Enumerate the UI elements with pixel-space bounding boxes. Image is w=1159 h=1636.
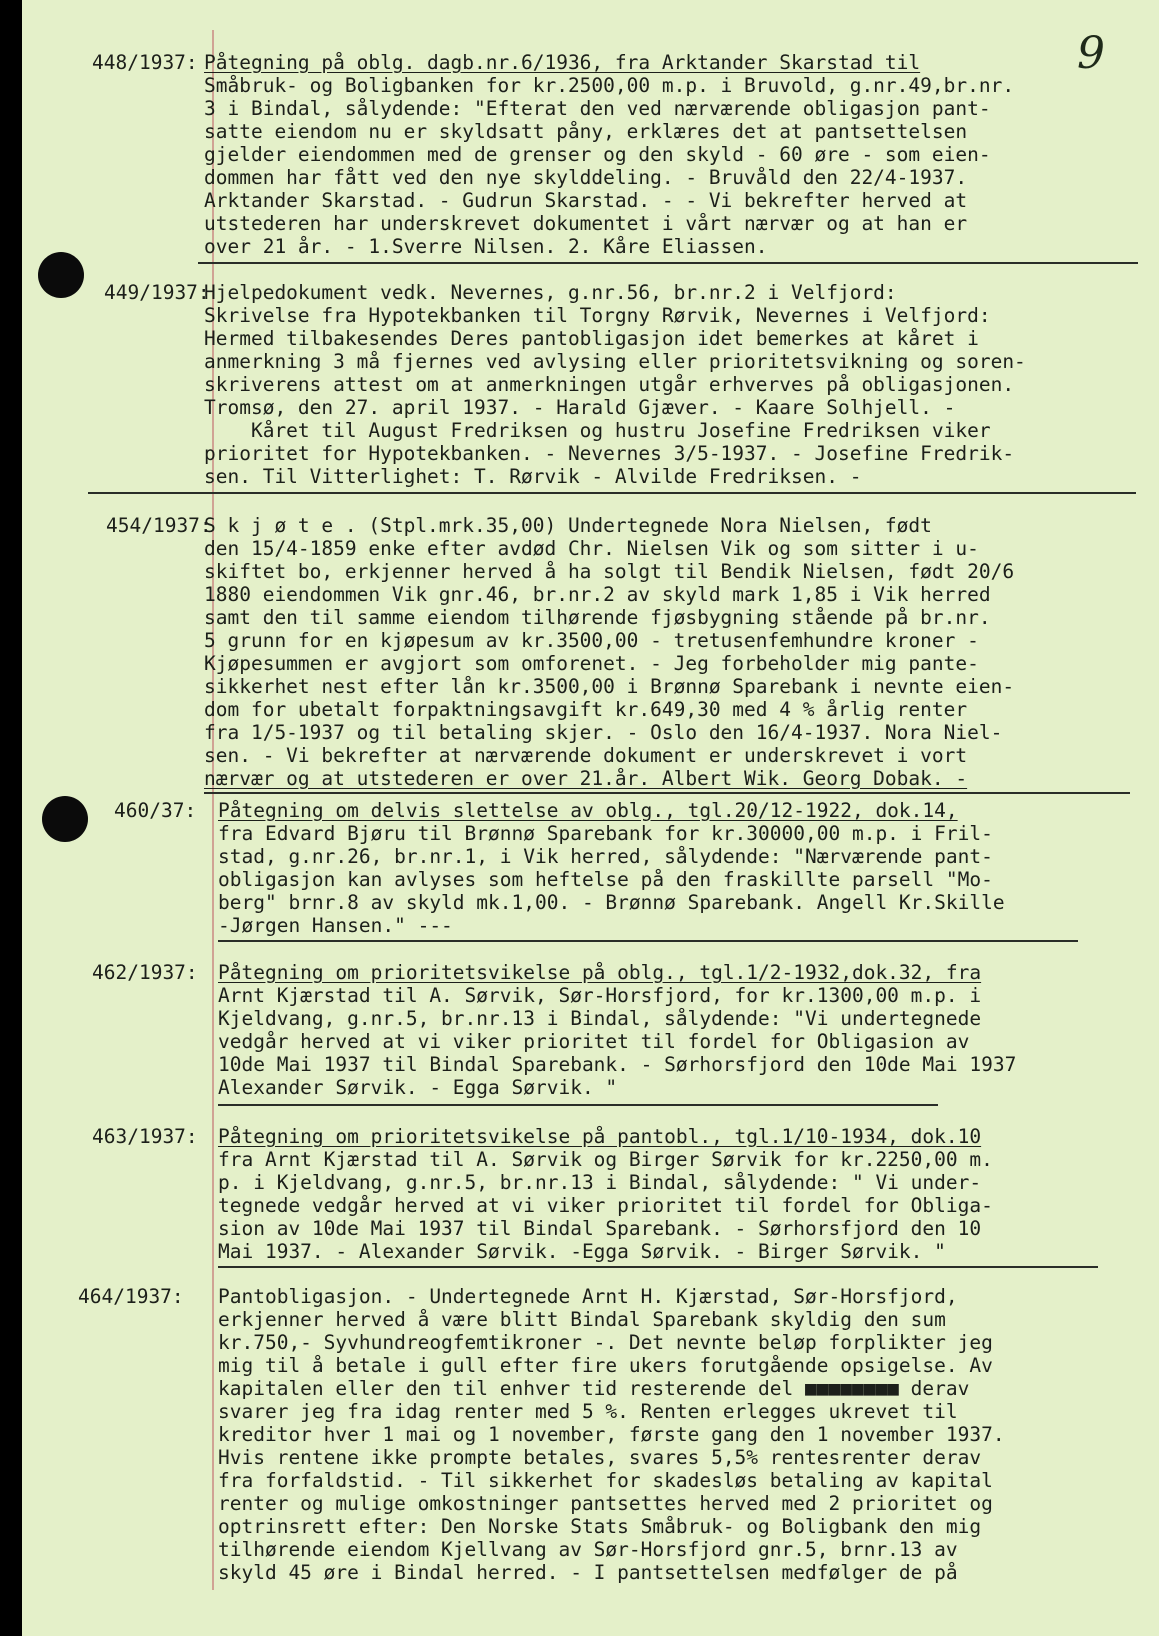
entry-line: kreditor hver 1 mai og 1 november, første gang den 1 november 1937.	[218, 1423, 1005, 1446]
entry-number: 460/37:	[114, 799, 197, 822]
entry-line: Kåret til August Fredriksen og hustru Josefine Fredriksen viker	[204, 419, 991, 442]
entry-line: Hvis rentene ikke prompte betales, svares 5,5% rentesrenter derav	[218, 1446, 982, 1469]
entry-number: 454/1937:	[106, 514, 212, 537]
entry-line: svarer jeg fra idag renter med 5 %. Renten erlegges ukrevet til	[218, 1400, 958, 1423]
entry-line: fra Arnt Kjærstad til A. Sørvik og Birger Sørvik for kr.2250,00 m.	[218, 1148, 993, 1171]
entry-line: 1880 eiendommen Vik gnr.46, br.nr.2 av skyld mark 1,85 i Vik herred	[204, 583, 991, 606]
entry-line: sion av 10de Mai 1937 til Bindal Sparebank. - Sørhorsfjord den 10	[218, 1217, 982, 1240]
entry-number: 464/1937:	[78, 1285, 184, 1308]
entry-line: Pantobligasjon. - Undertegnede Arnt H. Kjærstad, Sør-Horsfjord,	[218, 1285, 958, 1308]
entry-line: 3 i Bindal, sålydende: "Efterat den ved nærværende obligasjon pant-	[204, 97, 991, 120]
entry-line: mig til å betale i gull efter fire ukers forutgående opsigelse. Av	[218, 1354, 993, 1377]
entry-number: 448/1937:	[92, 51, 198, 74]
entry-line: Hermed tilbakesendes Deres pantobligasjon idet bemerkes at kåret i	[204, 327, 979, 350]
entry-line: skyld 45 øre i Bindal herred. - I pantsettelsen medfølger de på	[218, 1561, 958, 1584]
entry-line: Arktander Skarstad. - Gudrun Skarstad. - - Vi bekrefter herved at	[204, 189, 968, 212]
separator-rule	[218, 940, 1078, 942]
entry-line: S k j ø t e . (Stpl.mrk.35,00) Undertegnede Nora Nielsen, født	[204, 514, 932, 537]
punch-hole	[42, 796, 88, 842]
entry-line: sikkerhet nest efter lån kr.3500,00 i Brønnø Sparebank i nevnte eien-	[204, 675, 1015, 698]
entry-line: -Jørgen Hansen." ---	[218, 914, 453, 937]
entry-line: Arnt Kjærstad til A. Sørvik, Sør-Horsfjord, for kr.1300,00 m.p. i	[218, 984, 982, 1007]
entry-line: berg" brnr.8 av skyld mk.1,00. - Brønnø Sparebank. Angell Kr.Skille	[218, 891, 1005, 914]
entry-line: tilhørende eiendom Kjellvang av Sør-Horsfjord gnr.5, brnr.13 av	[218, 1538, 958, 1561]
margin-line	[212, 30, 214, 1590]
entry-line: Påtegning om prioritetsvikelse på oblg., tgl.1/2-1932,dok.32, fra	[218, 961, 982, 984]
separator-rule	[88, 492, 1136, 494]
page-number: 9	[1077, 28, 1105, 79]
entry-line: satte eiendom nu er skyldsatt påny, erklæres det at pantsettelsen	[204, 120, 968, 143]
entry-line: nærvær og at utstederen er over 21.år. Albert Wik. Georg Dobak. -	[204, 767, 968, 790]
entry-line: kr.750,- Syvhundreogfemtikroner -. Det nevnte beløp forplikter jeg	[218, 1331, 993, 1354]
entry-line: dom for ubetalt forpaktningsavgift kr.649,30 med 4 % årlig renter	[204, 698, 968, 721]
separator-rule	[204, 792, 1130, 794]
entry-line: 10de Mai 1937 til Bindal Sparebank. - Sørhorsfjord den 10de Mai 1937	[218, 1053, 1017, 1076]
entry-line: skiftet bo, erkjenner herved å ha solgt til Bendik Nielsen, født 20/6	[204, 560, 1015, 583]
entry-line: Kjeldvang, g.nr.5, br.nr.13 i Bindal, sålydende: "Vi undertegnede	[218, 1007, 982, 1030]
entry-line: fra forfaldstid. - Til sikkerhet for skadesløs betaling av kapital	[218, 1469, 993, 1492]
entry-line: optrinsrett efter: Den Norske Stats Småbruk- og Boligbank den mig	[218, 1515, 982, 1538]
entry-line: renter og mulige omkostninger pantsettes herved med 2 prioritet og	[218, 1492, 993, 1515]
entry-line: Tromsø, den 27. april 1937. - Harald Gjæver. - Kaare Solhjell. -	[204, 396, 956, 419]
entry-line: Småbruk- og Boligbanken for kr.2500,00 m.p. i Bruvold, g.nr.49,br.nr.	[204, 74, 1015, 97]
entry-line: Kjøpesummen er avgjort som omforenet. - Jeg forbeholder mig pante-	[204, 652, 979, 675]
entry-number: 449/1937:	[104, 281, 210, 304]
entry-line: anmerkning 3 må fjernes ved avlysing eller prioritetsvikning og soren-	[204, 350, 1026, 373]
entry-number: 463/1937:	[92, 1125, 198, 1148]
entry-line: prioritet for Hypotekbanken. - Nevernes 3/5-1937. - Josefine Fredrik-	[204, 442, 1015, 465]
entry-line: tegnede vedgår herved at vi viker prioritet til fordel for Obliga-	[218, 1194, 993, 1217]
entry-line: p. i Kjeldvang, g.nr.5, br.nr.13 i Bindal, sålydende: " Vi under-	[218, 1171, 982, 1194]
entry-line: dommen har fått ved den nye skylddeling. - Bruvåld den 22/4-1937.	[204, 166, 968, 189]
entry-line: fra Edvard Bjøru til Brønnø Sparebank for kr.30000,00 m.p. i Fril-	[218, 822, 993, 845]
entry-line: stad, g.nr.26, br.nr.1, i Vik herred, sålydende: "Nærværende pant-	[218, 845, 993, 868]
entry-line: over 21 år. - 1.Sverre Nilsen. 2. Kåre Eliassen.	[204, 235, 768, 258]
entry-line: Alexander Sørvik. - Egga Sørvik. "	[218, 1076, 618, 1099]
entry-line: Påtegning om delvis slettelse av oblg., tgl.20/12-1922, dok.14,	[218, 799, 958, 822]
entry-line: Mai 1937. - Alexander Sørvik. -Egga Sørvik. - Birger Sørvik. "	[218, 1240, 946, 1263]
separator-rule	[218, 1266, 1098, 1268]
entry-line: Skrivelse fra Hypotekbanken til Torgny Rørvik, Nevernes i Velfjord:	[204, 304, 991, 327]
entry-line: obligasjon kan avlyses som heftelse på den fraskillte parsell "Mo-	[218, 868, 993, 891]
entry-line: samt den til samme eiendom tilhørende fjøsbygning stående på br.nr.	[204, 606, 991, 629]
entry-line: den 15/4-1859 enke efter avdød Chr. Nielsen Vik og som sitter i u-	[204, 537, 979, 560]
entry-line: gjelder eiendommen med de grenser og den skyld - 60 øre - som eien-	[204, 143, 991, 166]
entry-line: Påtegning på oblg. dagb.nr.6/1936, fra Arktander Skarstad til	[204, 51, 921, 74]
entry-line: kapitalen eller den til enhver tid resterende del ■■■■■■■■ derav	[218, 1377, 970, 1400]
entry-line: sen. Til Vitterlighet: T. Rørvik - Alvilde Fredriksen. -	[204, 465, 862, 488]
entry-line: vedgår herved at vi viker prioritet til fordel for Obligasion av	[218, 1030, 970, 1053]
entry-line: sen. - Vi bekrefter at nærværende dokument er underskrevet i vort	[204, 744, 968, 767]
entry-line: fra 1/5-1937 og til betaling skjer. - Oslo den 16/4-1937. Nora Niel-	[204, 721, 1003, 744]
entry-line: erkjenner herved å være blitt Bindal Sparebank skyldig den sum	[218, 1308, 946, 1331]
entry-line: Påtegning om prioritetsvikelse på pantobl., tgl.1/10-1934, dok.10	[218, 1125, 982, 1148]
entry-number: 462/1937:	[92, 961, 198, 984]
separator-rule	[198, 262, 1138, 264]
entry-line: 5 grunn for en kjøpesum av kr.3500,00 - tretusenfemhundre kroner -	[204, 629, 979, 652]
document-page	[22, 0, 1159, 1636]
entry-line: utstederen har underskrevet dokumentet i vårt nærvær og at han er	[204, 212, 968, 235]
separator-rule	[218, 1104, 938, 1106]
punch-hole	[38, 252, 84, 298]
entry-line: Hjelpedokument vedk. Nevernes, g.nr.56, br.nr.2 i Velfjord:	[204, 281, 897, 304]
entry-line: skriverens attest om at anmerkningen utgår erhverves på obligasjonen.	[204, 373, 1015, 396]
